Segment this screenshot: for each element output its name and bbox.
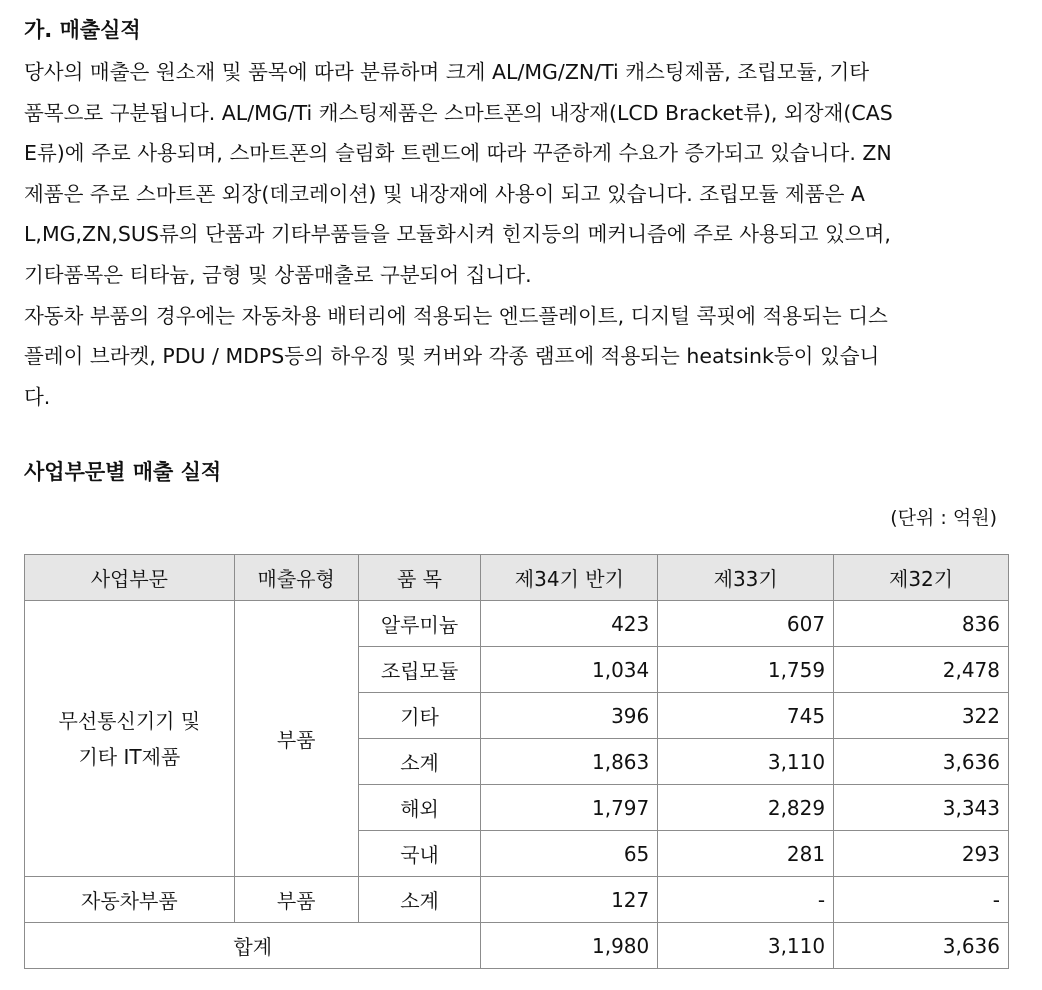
value-cell: - bbox=[834, 877, 1009, 923]
total-value-cell: 3,110 bbox=[658, 923, 834, 969]
value-cell: 3,110 bbox=[658, 739, 834, 785]
value-cell: 745 bbox=[658, 693, 834, 739]
item-cell: 소계 bbox=[358, 877, 481, 923]
segment-name-line: 무선통신기기 및 bbox=[58, 708, 201, 733]
header-cell: 품 목 bbox=[358, 555, 481, 601]
total-label-cell: 합계 bbox=[25, 923, 481, 969]
value-cell: 423 bbox=[481, 601, 658, 647]
unit-label: (단위 : 억원) bbox=[890, 507, 997, 529]
value-cell: 281 bbox=[658, 831, 834, 877]
table-row bbox=[25, 601, 1009, 647]
item-cell: 조립모듈 bbox=[358, 647, 481, 693]
value-cell: 3,636 bbox=[834, 739, 1009, 785]
total-value-cell: 3,636 bbox=[834, 923, 1009, 969]
header-cell: 매출유형 bbox=[234, 555, 358, 601]
sales-type-cell: 부품 bbox=[234, 601, 358, 877]
paragraph-line: 품목으로 구분됩니다. AL/MG/Ti 캐스팅제품은 스마트폰의 내장재(LCD Bracket류), 외장재(CAS bbox=[24, 100, 893, 125]
value-cell: 836 bbox=[834, 601, 1009, 647]
paragraph-line: 다. bbox=[24, 384, 51, 409]
paragraph-line: 제품은 주로 스마트폰 외장(데코레이션) 및 내장재에 사용이 되고 있습니다. 조립모듈 제품은 A bbox=[24, 181, 865, 206]
value-cell: 2,478 bbox=[834, 647, 1009, 693]
header-cell: 제34기 반기 bbox=[481, 555, 658, 601]
paragraph-line: 자동차 부품의 경우에는 자동차용 배터리에 적용되는 엔드플레이트, 디지털 콕핏에 적용되는 디스 bbox=[24, 303, 888, 328]
value-cell: 127 bbox=[481, 877, 658, 923]
table-total-row bbox=[25, 923, 1009, 969]
value-cell: 65 bbox=[481, 831, 658, 877]
body-text bbox=[24, 52, 984, 417]
value-cell: 1,759 bbox=[658, 647, 834, 693]
value-cell: - bbox=[658, 877, 834, 923]
paragraph-line: L,MG,ZN,SUS류의 단품과 기타부품들을 모듈화시켜 힌지등의 메커니즘에 주로 사용되고 있으며, bbox=[24, 222, 891, 247]
table-title: 사업부문별 매출 실적 bbox=[24, 460, 222, 484]
value-cell: 1,863 bbox=[481, 739, 658, 785]
item-cell: 알루미늄 bbox=[358, 601, 481, 647]
sales-type-cell: 부품 bbox=[234, 877, 358, 923]
header-cell: 사업부문 bbox=[25, 555, 235, 601]
item-cell: 기타 bbox=[358, 693, 481, 739]
paragraph-line: 당사의 매출은 원소재 및 품목에 따라 분류하며 크게 AL/MG/ZN/Ti 캐스팅제품, 조립모듈, 기타 bbox=[24, 60, 870, 84]
total-value-cell: 1,980 bbox=[481, 923, 658, 969]
segment-name-cell bbox=[25, 601, 235, 877]
section-title: 가. 매출실적 bbox=[24, 18, 141, 42]
paragraph-line: 플레이 브라켓, PDU / MDPS등의 하우징 및 커버와 각종 램프에 적용되는 heatsink등이 있습니 bbox=[24, 344, 880, 369]
value-cell: 1,797 bbox=[481, 785, 658, 831]
paragraph-line: E류)에 주로 사용되며, 스마트폰의 슬림화 트렌드에 따라 꾸준하게 수요가 증가되고 있습니다. ZN bbox=[24, 141, 892, 166]
value-cell: 396 bbox=[481, 693, 658, 739]
value-cell: 322 bbox=[834, 693, 1009, 739]
value-cell: 607 bbox=[658, 601, 834, 647]
item-cell: 국내 bbox=[358, 831, 481, 877]
segment-name-line: 기타 IT제품 bbox=[78, 744, 181, 769]
header-cell: 제32기 bbox=[834, 555, 1009, 601]
table-header-row bbox=[25, 555, 1009, 601]
value-cell: 1,034 bbox=[481, 647, 658, 693]
paragraph-line: 기타품목은 티타늄, 금형 및 상품매출로 구분되어 집니다. bbox=[24, 262, 532, 287]
table-row bbox=[25, 877, 1009, 923]
value-cell: 293 bbox=[834, 831, 1009, 877]
sales-table bbox=[24, 554, 1009, 969]
segment-name-cell: 자동차부품 bbox=[25, 877, 235, 923]
value-cell: 3,343 bbox=[834, 785, 1009, 831]
header-cell: 제33기 bbox=[658, 555, 834, 601]
value-cell: 2,829 bbox=[658, 785, 834, 831]
item-cell: 해외 bbox=[358, 785, 481, 831]
item-cell: 소계 bbox=[358, 739, 481, 785]
